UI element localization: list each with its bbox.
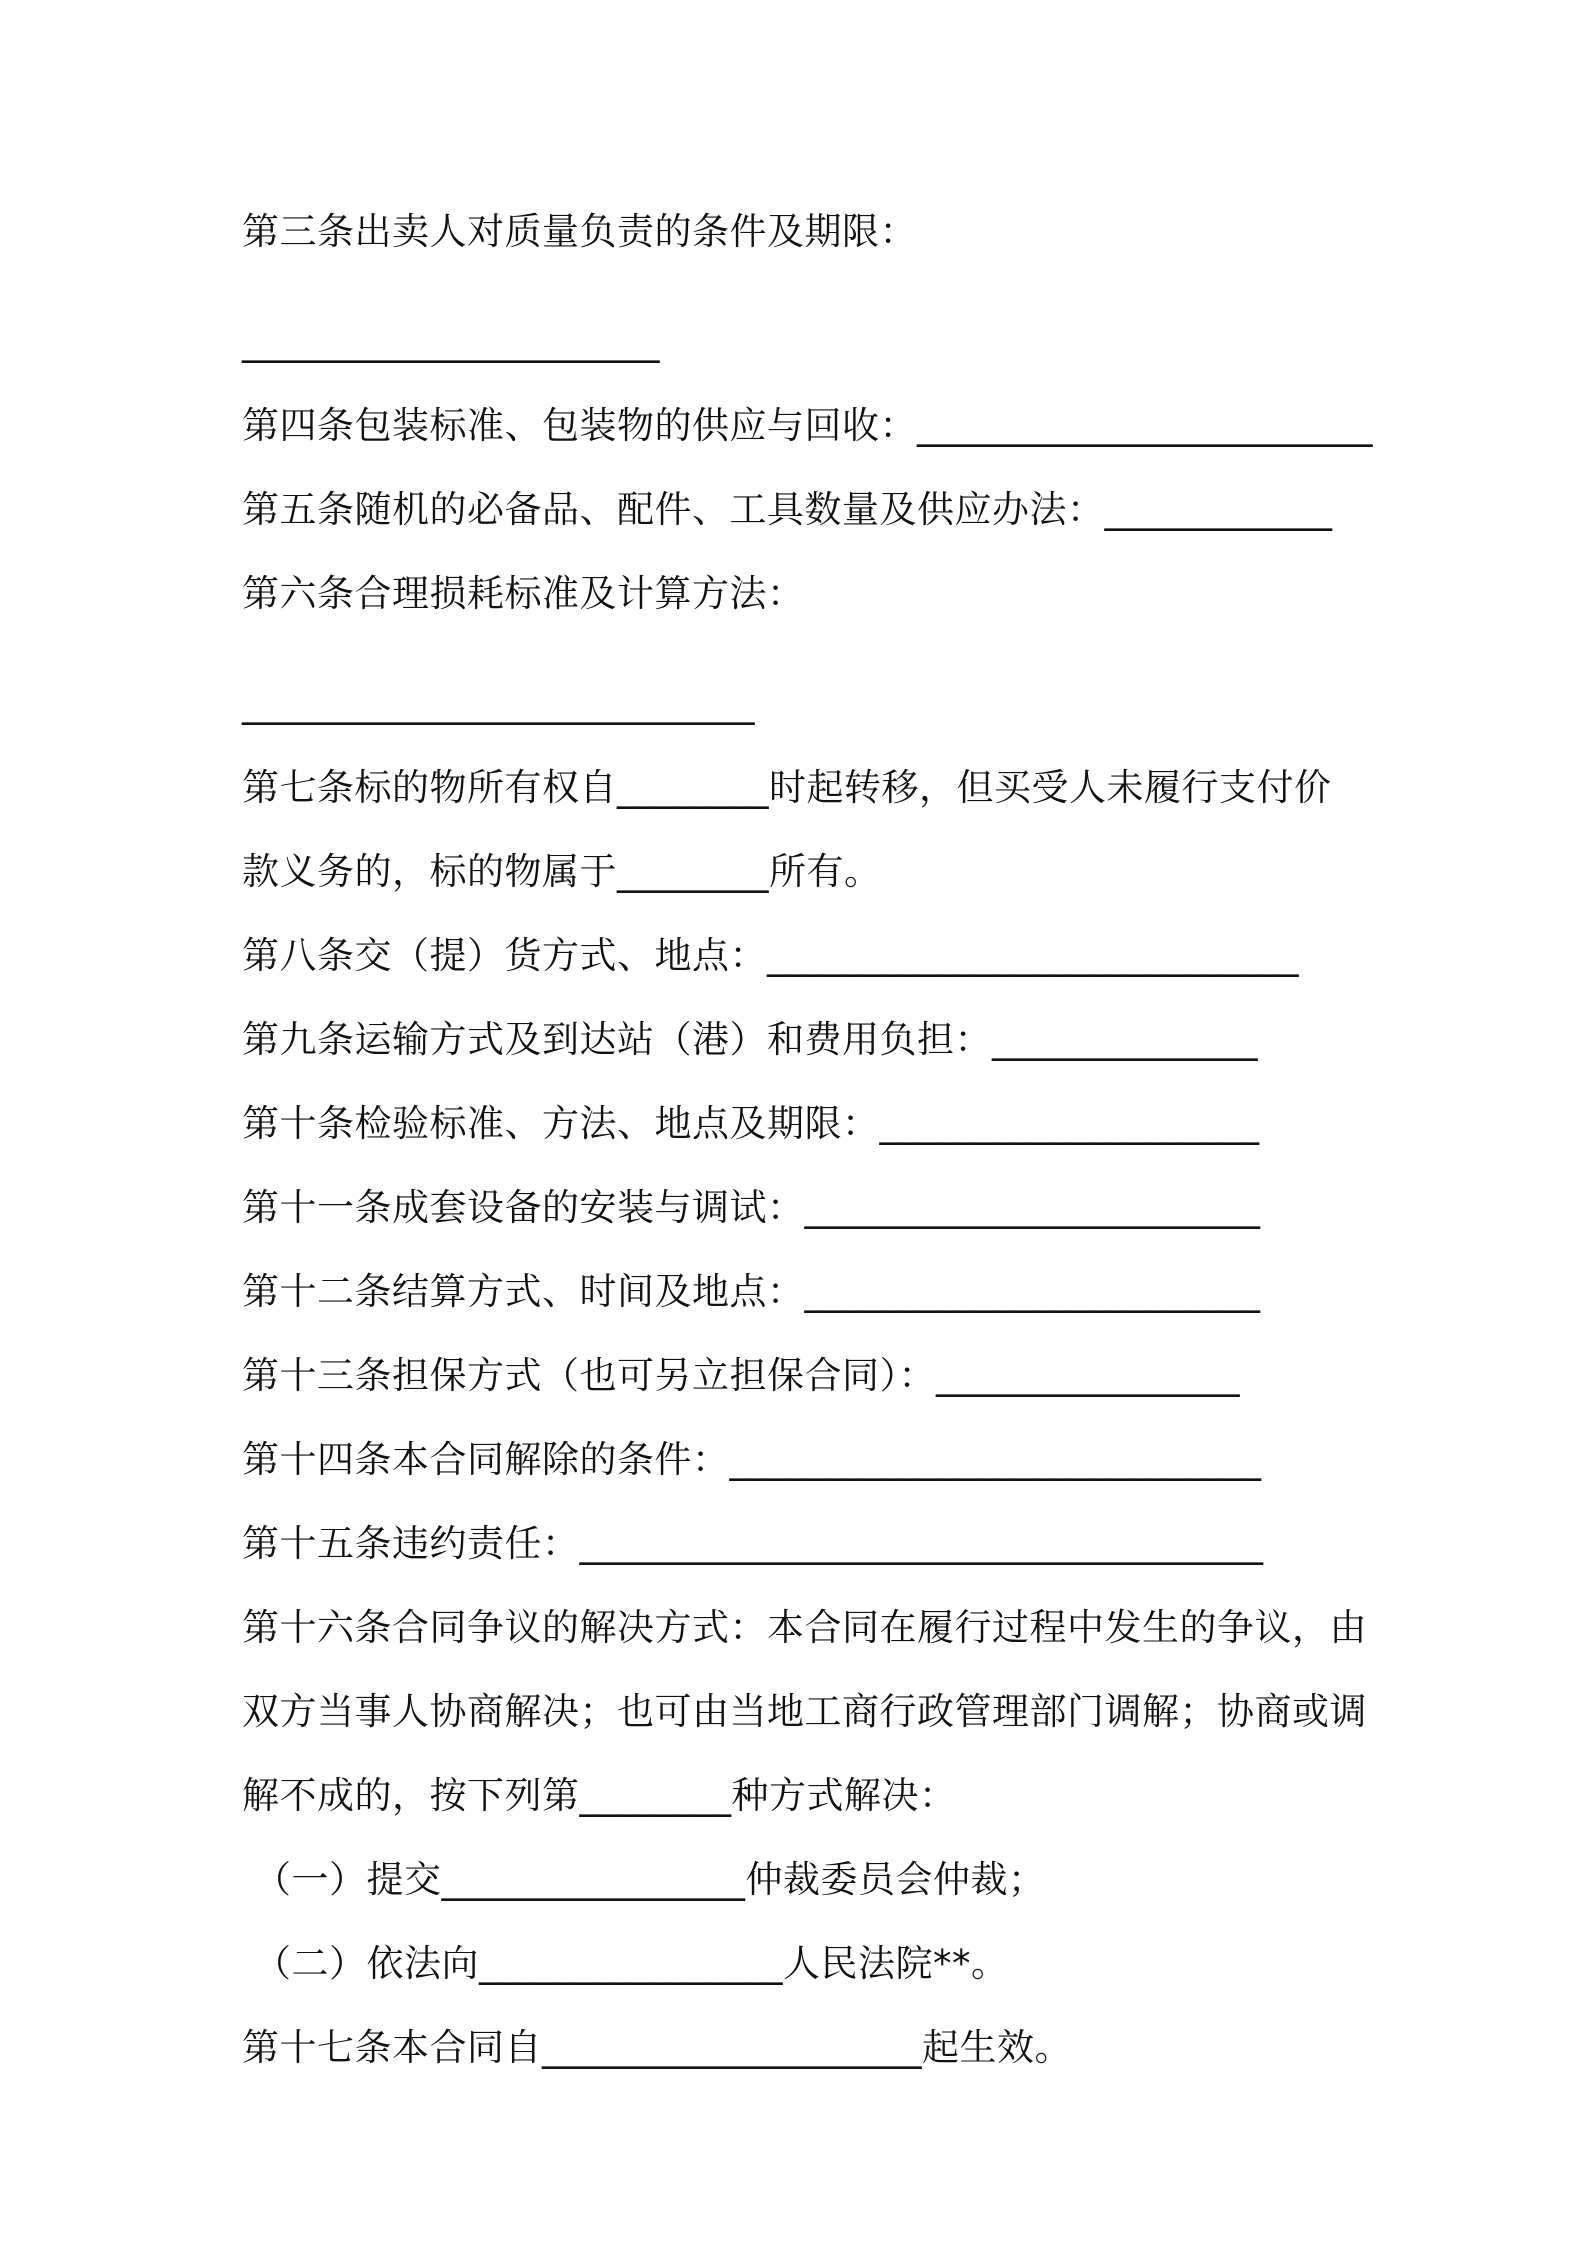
clause-6-loss-standard: 第六条合理损耗标准及计算方法： [242,572,805,615]
clause-7-ownership: 第七条标的物所有权自________时起转移，但买受人未履行支付价 [242,766,1332,809]
clause-5-accessories: 第五条随机的必备品、配件、工具数量及供应办法：____________ [242,488,1333,531]
spacer [242,636,1352,662]
clause-16-option-2: （二）依法向________________人民法院**。 [254,1942,1009,1985]
clause-6-blank-line: ___________________________ [242,682,755,725]
clause-15-liability: 第十五条违约责任：____________________________________ [242,1522,1264,1565]
clause-11-installation: 第十一条成套设备的安装与调试：________________________ [242,1186,1261,1229]
clause-8-delivery: 第八条交（提）货方式、地点：____________________________ [242,934,1299,977]
clause-9-transport: 第九条运输方式及到达站（港）和费用负担：______________ [242,1018,1258,1061]
clause-7-continued: 款义务的，标的物属于________所有。 [242,850,882,893]
clause-3-blank-line: ______________________ [242,320,660,363]
clause-16-option-1: （一）提交________________仲裁委员会仲裁； [254,1858,1046,1901]
clause-16-continued-2: 解不成的，按下列第________种方式解决： [242,1774,957,1817]
clause-4-packaging: 第四条包装标准、包装物的供应与回收：________________________ [242,404,1373,447]
clause-14-termination: 第十四条本合同解除的条件：____________________________ [242,1438,1262,1481]
clause-3-quality-liability: 第三条出卖人对质量负责的条件及期限： [242,210,917,253]
contract-body [242,190,1373,2090]
clause-12-settlement: 第十二条结算方式、时间及地点：________________________ [242,1270,1261,1313]
spacer [242,274,1352,300]
clause-13-guarantee: 第十三条担保方式（也可另立担保合同）：________________ [242,1354,1240,1397]
clause-17-effective: 第十七条本合同自____________________起生效。 [242,2026,1072,2069]
clause-10-inspection: 第十条检验标准、方法、地点及期限：____________________ [242,1102,1260,1145]
clause-16-dispute: 第十六条合同争议的解决方式：本合同在履行过程中发生的争议，由 [242,1606,1367,1649]
clause-16-continued-1: 双方当事人协商解决；也可由当地工商行政管理部门调解；协商或调 [242,1690,1367,1733]
